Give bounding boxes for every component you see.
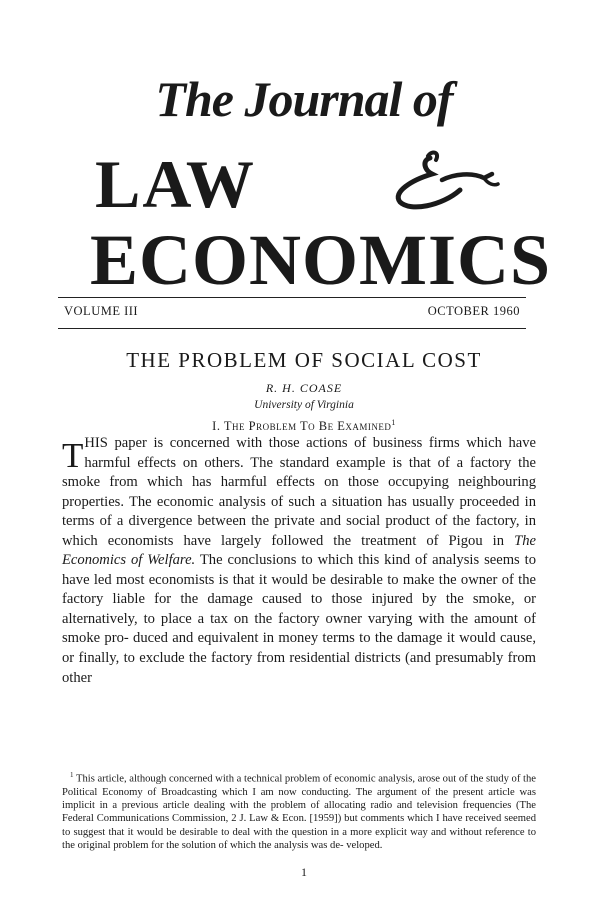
journal-law-word: LAW bbox=[95, 146, 256, 222]
section-heading bbox=[0, 418, 608, 434]
footnote bbox=[62, 769, 536, 852]
section-title: The Problem To Be Examined bbox=[223, 419, 392, 434]
author-affiliation: University of Virginia bbox=[254, 399, 354, 411]
footnote-text: This article, although concerned with a technical problem of economic analysis, arose out of the study of the Political Economy of Broadcasting which I am now conducting. The argument of the present article was implicit in a previous article dealing with the problem of allocating radio and television frequencies (The Federal Communications Commission, 2 J. Law & Econ. [1959]) but comments which I have received seemed to suggest that it would be desirable to deal with the question in a more explicit way and without reference to the original problem for the solution of which the analysis was de- veloped. bbox=[62, 773, 536, 852]
section-footnote-mark: 1 bbox=[391, 418, 396, 427]
body-text bbox=[62, 434, 536, 688]
volume-label: VOLUME III bbox=[64, 304, 139, 318]
section-number: I. bbox=[212, 419, 221, 434]
journal-title: The Journal of bbox=[155, 71, 453, 127]
ampersand-logo bbox=[372, 140, 502, 220]
journal-economics-word: ECONOMICS bbox=[90, 220, 552, 300]
header-rule-bottom bbox=[58, 328, 526, 329]
page-number: 1 bbox=[301, 865, 307, 879]
article-title: THE PROBLEM OF SOCIAL COST bbox=[126, 348, 482, 372]
paragraph-part-1: HIS paper is concerned with those actions of business firms which have harmful effects on others. The standard example is that of a factory the smoke from which has harmful effects on those occupying neighbouring properties. The economic analysis of such a situation has usually proceeded in terms of a divergence between the private and social product of the factory, in which economists have largely followed the treatment of Pigou in bbox=[62, 435, 536, 549]
paragraph-part-2: The conclusions to which this kind of analysis seems to have led most economists is that it would be desirable to make the owner of the factory liable for the damage caused to those injured by the smoke, or alternatively, to place a tax on the factory owner varying with the amount of smoke pro- duced and equivalent in money terms to the damage it would cause, or finally, to exclude the factory from residential districts (and presumably from other bbox=[62, 552, 537, 686]
header-rule-top bbox=[58, 297, 526, 298]
book-title: The Economics of Welfare. bbox=[62, 532, 536, 569]
issue-date: OCTOBER 1960 bbox=[427, 304, 520, 318]
footnote-mark: 1 bbox=[70, 771, 74, 779]
drop-cap: T bbox=[62, 436, 84, 475]
author-name: R. H. COASE bbox=[265, 381, 343, 395]
issue-line bbox=[64, 304, 520, 319]
